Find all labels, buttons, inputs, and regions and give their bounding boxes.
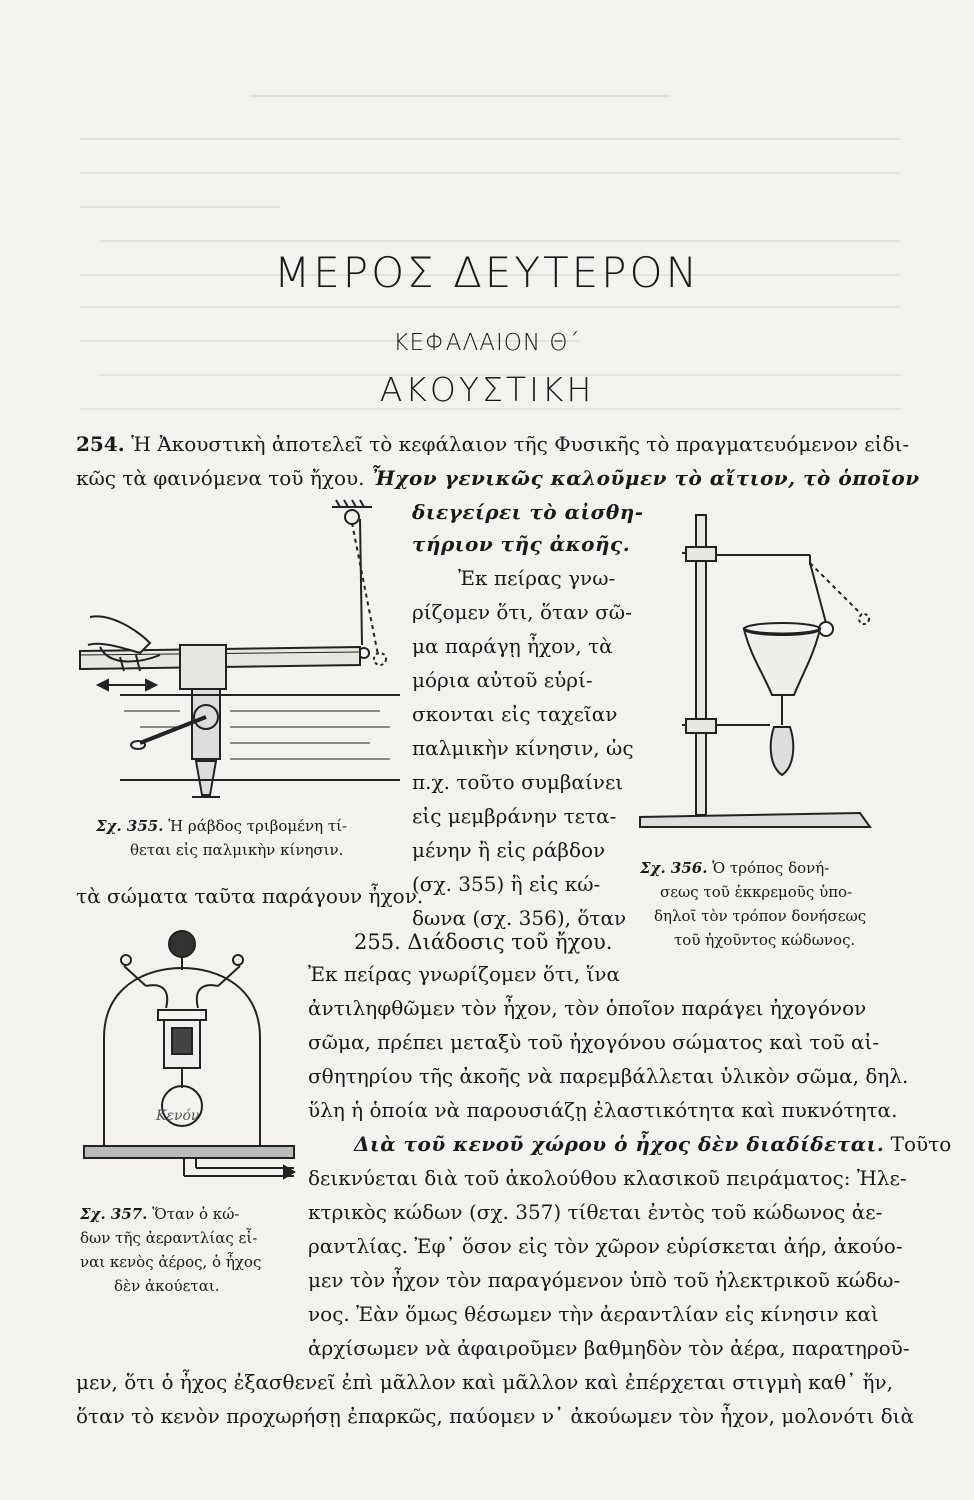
figure-356-label: Σχ. 356. bbox=[640, 859, 708, 877]
body-line: (σχ. 355) ἢ εἰς κώ- bbox=[412, 872, 601, 896]
emphasis-line: Διὰ τοῦ κενοῦ χώρου ὁ ἦχος δὲν διαδίδεται. Τοῦτο bbox=[354, 1132, 952, 1156]
body-line: ὕλη ἡ ὁποία νὰ παρουσιάζῃ ἐλαστικότητα καὶ πυκνότητα. bbox=[308, 1098, 898, 1122]
section-254-line-2: κῶς τὰ φαινόμενα τοῦ ἤχου. Ἦχον γενικῶς καλοῦμεν τὸ αἴτιον, τὸ ὁποῖον bbox=[76, 466, 920, 490]
body-line: ἀρχίσωμεν νὰ ἀφαιροῦμεν βαθμηδὸν τὸν ἀέρα, παρατηροῦ- bbox=[308, 1336, 910, 1360]
body-line: εἰς μεμβράνην τετα- bbox=[412, 804, 617, 828]
body-line: μεν, ὅτι ὁ ἦχος ἐξασθενεῖ ἐπὶ μᾶλλον καὶ μᾶλλον καὶ ἐπέρχεται στιγμὴ καθ᾽ ἥν, bbox=[76, 1370, 893, 1394]
chapter-title: ΑΚΟΥΣΤΙΚΗ bbox=[379, 370, 595, 409]
figure-357-caption: Σχ. 357. Ὅταν ὁ κώ- δων τῆς ἀεραντλίας εἶ- ναι κενὸς ἀέρος, ὁ ἦχος δὲν ἀκούεται. bbox=[80, 1205, 262, 1295]
figure-355-caption: Σχ. 355. Ἡ ράβδος τριβομένη τί- θεται εἰς παλμικὴν κίνησιν. bbox=[96, 817, 348, 859]
body-line: δωνα (σχ. 356), ὅταν bbox=[412, 906, 627, 930]
body-line: μα παράγῃ ἦχον, τὰ bbox=[412, 634, 613, 658]
section-254-number: 254. bbox=[76, 432, 125, 456]
body-line: σκονται εἰς ταχεῖαν bbox=[412, 702, 618, 726]
vacuum-label: Κενόν bbox=[156, 1108, 200, 1124]
part-title: ΜΕΡΟΣ ΔΕΥΤΕΡΟΝ bbox=[274, 248, 700, 297]
body-line: Ἐκ πείρας γνω- bbox=[458, 566, 616, 590]
body-line: Ἐκ πείρας γνωρίζομεν ὅτι, ἵνα bbox=[308, 962, 621, 986]
body-line: π.χ. τοῦτο συμβαίνει bbox=[412, 770, 624, 794]
section-254-last-line: τὰ σώματα ταῦτα παράγουν ἦχον. bbox=[76, 884, 424, 908]
body-line: σθητηρίου τῆς ἀκοῆς νὰ παρεμβάλλεται ὑλικὸν σῶμα, δηλ. bbox=[308, 1064, 909, 1088]
figure-355 bbox=[80, 495, 400, 815]
statement-emphasis: Διὰ τοῦ κενοῦ χώρου ὁ ἦχος δὲν διαδίδεται. bbox=[354, 1132, 885, 1156]
section-254-line-3: διεγείρει τὸ αἰσθη- bbox=[412, 500, 644, 524]
chapter-label: ΚΕΦΑΛΑΙΟΝ Θ΄ bbox=[393, 330, 581, 356]
body-line: ἀντιληφθῶμεν τὸν ἦχον, τὸν ὁποῖον παράγει ἠχογόνον bbox=[308, 996, 867, 1020]
body-line: δεικνύεται διὰ τοῦ ἀκολούθου κλασικοῦ πειράματος: Ἠλε- bbox=[308, 1166, 907, 1190]
body-line: σῶμα, πρέπει μεταξὺ τοῦ ἠχογόνου σώματος καὶ τοῦ αἰ- bbox=[308, 1030, 880, 1054]
section-254-line-4: τήριον τῆς ἀκοῆς. bbox=[412, 532, 631, 556]
body-line: ὅταν τὸ κενὸν προχωρήσῃ ἐπαρκῶς, παύομεν ν᾽ ἀκούωμεν τὸν ἦχον, μολονότι διὰ bbox=[76, 1404, 915, 1428]
body-line: ραντλίας. Ἐφ᾽ ὅσον εἰς τὸν χῶρον εὑρίσκεται ἀήρ, ἀκούο- bbox=[308, 1234, 903, 1258]
figure-356 bbox=[630, 505, 910, 835]
body-line: μεν τὸν ἦχον τὸν παραγόμενον ὑπὸ τοῦ ἠλεκτρικοῦ κώδω- bbox=[308, 1268, 901, 1292]
definition-emphasis: Ἦχον γενικῶς καλοῦμεν τὸ αἴτιον, τὸ ὁποῖον bbox=[370, 466, 920, 490]
body-line: ρίζομεν ὅτι, ὅταν σῶ- bbox=[412, 600, 632, 624]
figure-357 bbox=[84, 928, 304, 1178]
body-line: παλμικὴν κίνησιν, ὡς bbox=[412, 736, 634, 760]
body-line: μόρια αὐτοῦ εὑρί- bbox=[412, 668, 593, 692]
figure-356-caption: Σχ. 356. Ὁ τρόπος δονή- σεως τοῦ ἐκκρεμοῦς ὑπο- δηλοῖ τὸν τρόπον δονήσεως τοῦ ἠχοῦντος κώδωνος. bbox=[640, 859, 867, 949]
section-255-heading: 255. Διάδοσις τοῦ ἤχου. bbox=[354, 930, 613, 954]
body-line: κτρικὸς κώδων (σχ. 357) τίθεται ἐντὸς τοῦ κώδωνος ἀε- bbox=[308, 1200, 883, 1224]
body-line: νος. Ἐὰν ὅμως θέσωμεν τὴν ἀεραντλίαν εἰς κίνησιν καὶ bbox=[308, 1302, 879, 1326]
body-line: μένην ἢ εἰς ράβδον bbox=[412, 838, 606, 862]
figure-355-label: Σχ. 355. bbox=[96, 817, 164, 835]
figure-357-label: Σχ. 357. bbox=[80, 1205, 148, 1223]
section-254-line-1: 254. Ἡ Ἀκουστικὴ ἀποτελεῖ τὸ κεφάλαιον τῆς Φυσικῆς τὸ πραγματευόμενον εἰδι- bbox=[76, 432, 910, 456]
